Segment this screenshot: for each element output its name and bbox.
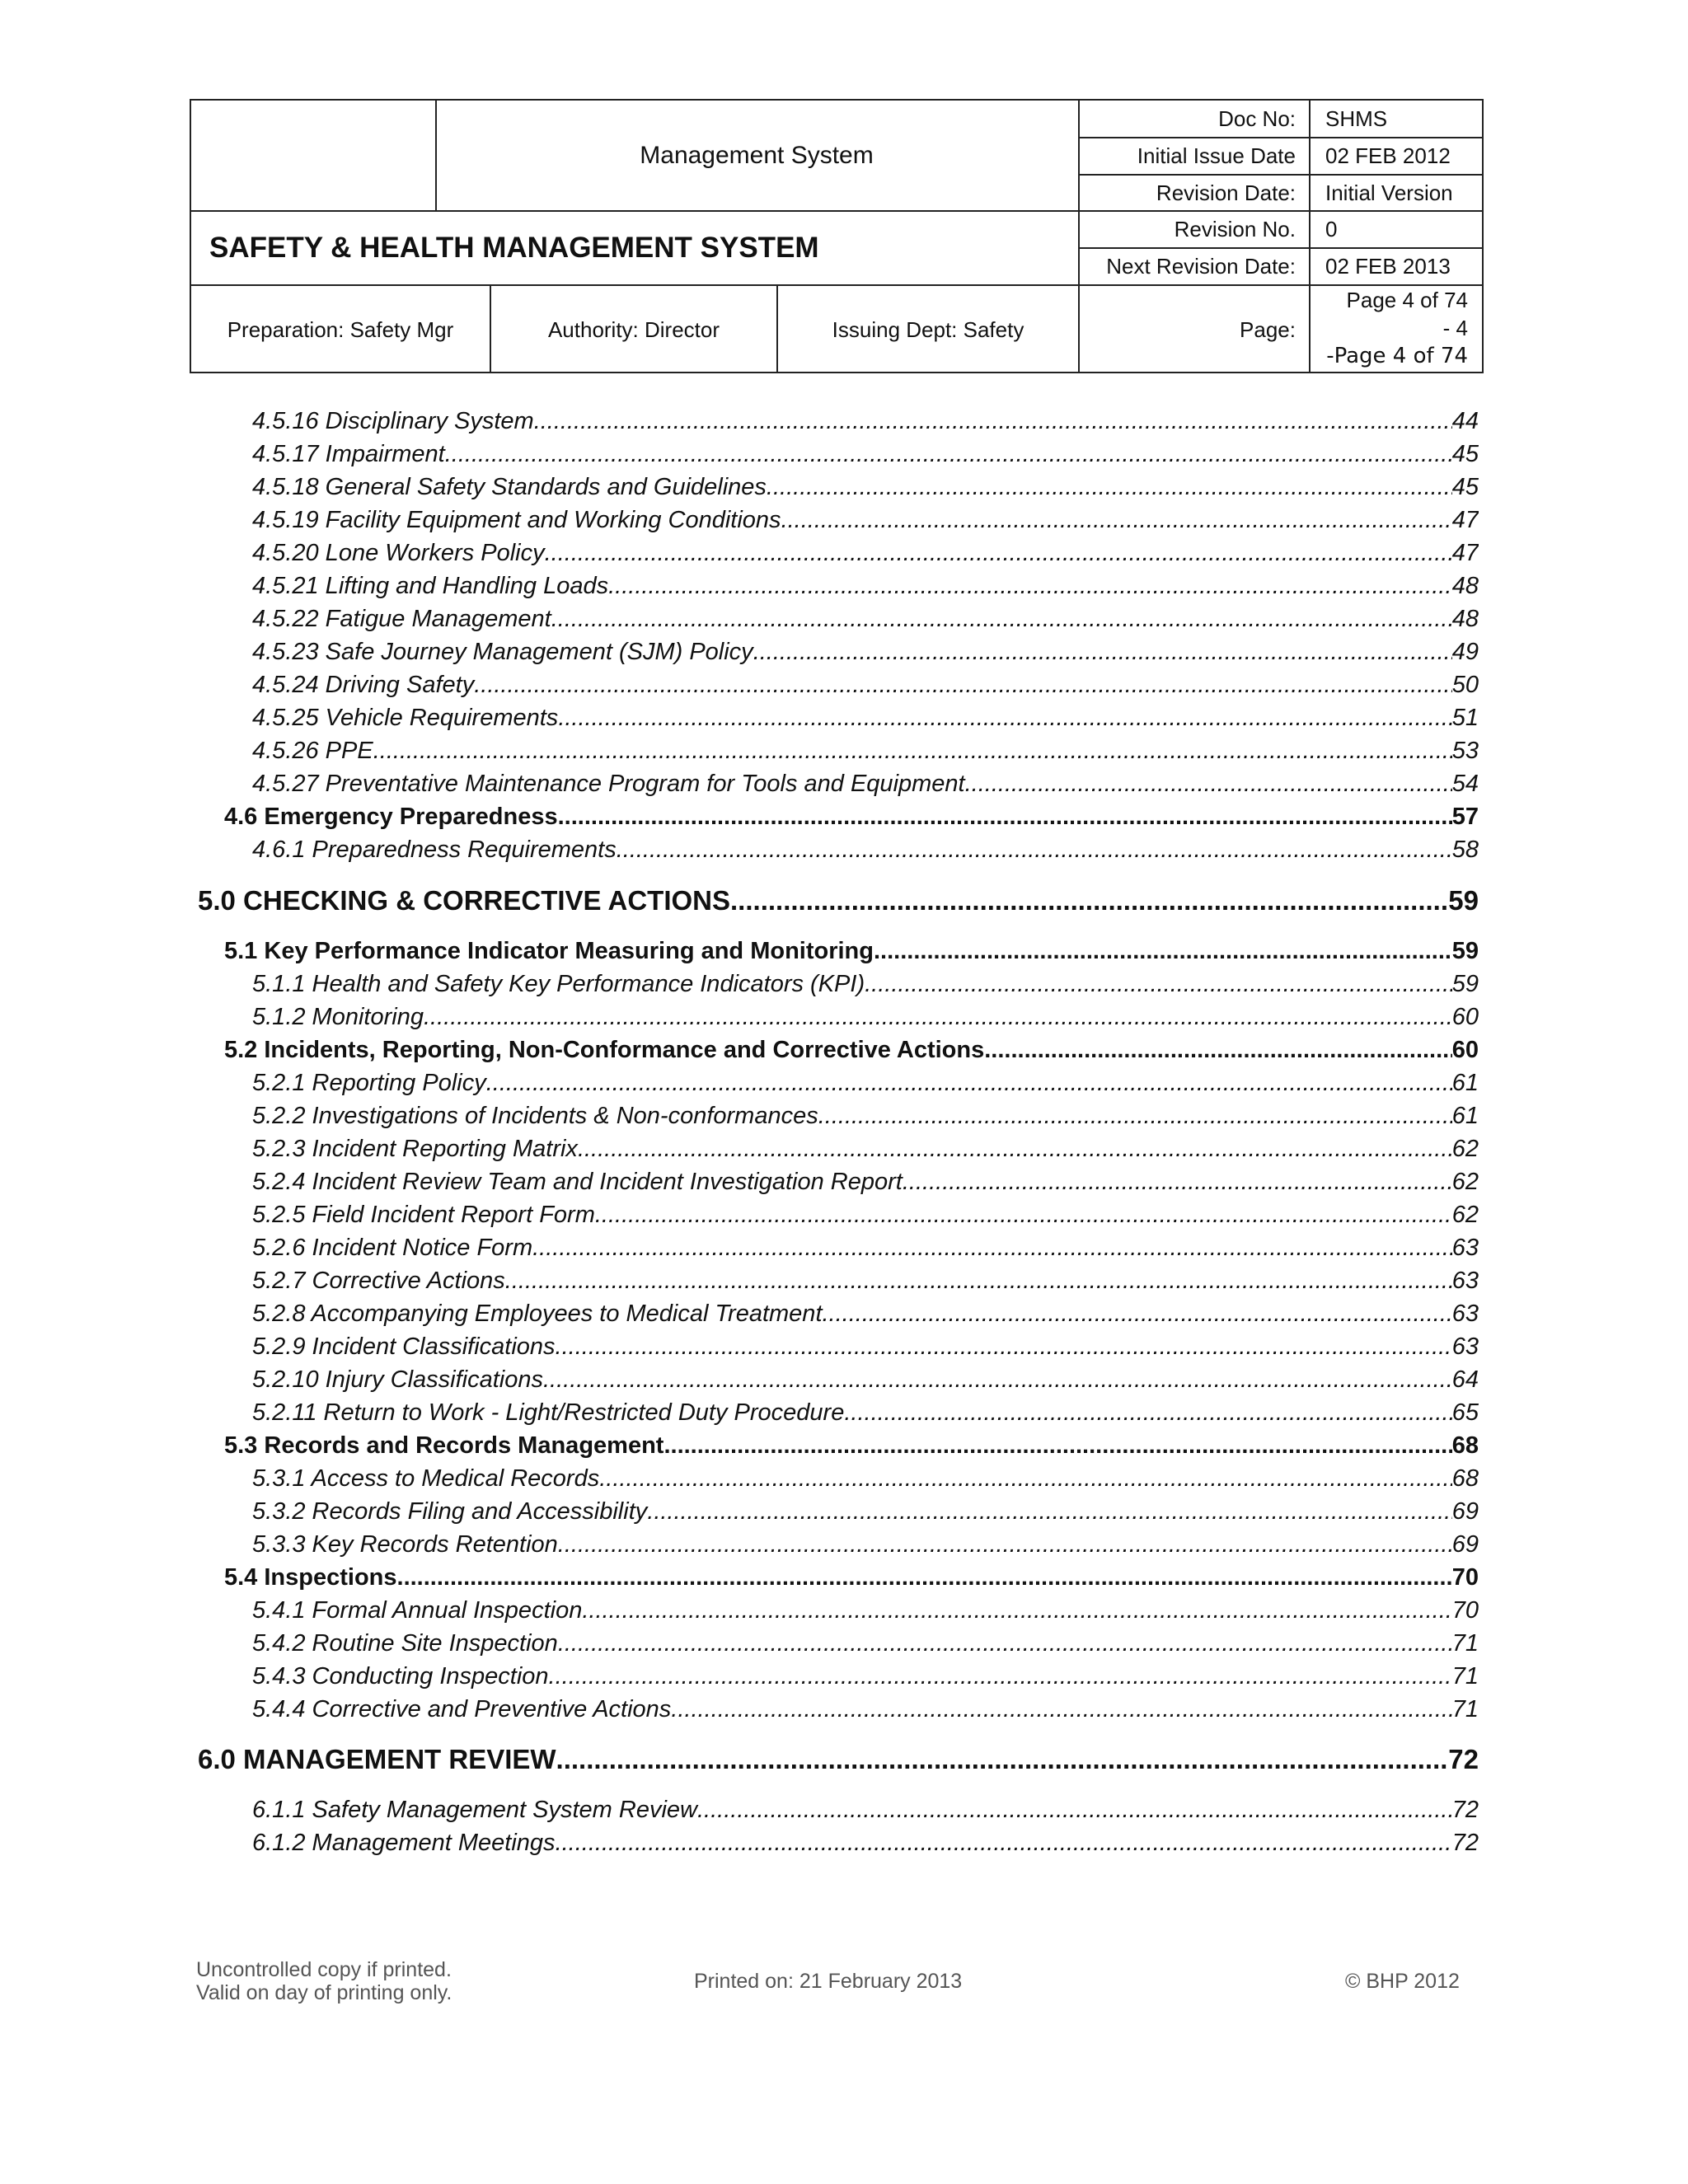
toc-entry[interactable]: 5.3.1 Access to Medical Records ..... 68	[252, 1465, 1479, 1498]
toc-chapter-entry[interactable]: 6.0 MANAGEMENT REVIEW ..... 72	[198, 1744, 1479, 1782]
toc-entry[interactable]: 4.6.1 Preparedness Requirements ..... 58	[252, 837, 1479, 869]
toc-entry[interactable]: 5.4.3 Conducting Inspection ..... 71	[252, 1663, 1479, 1696]
toc-entry[interactable]: 4.5.19 Facility Equipment and Working Conditions ..... 47	[252, 507, 1479, 540]
toc-entry[interactable]: 4.5.27 Preventative Maintenance Program for Tools and Equipment ..... 54	[252, 771, 1479, 804]
toc-entry[interactable]: 4.5.23 Safe Journey Management (SJM) Policy ..... 49	[252, 639, 1479, 672]
toc-entry[interactable]: 5.4.1 Formal Annual Inspection ..... 70	[252, 1597, 1479, 1630]
next-revision-label: Next Revision Date:	[1106, 254, 1296, 279]
uncontrolled-copy-notice	[196, 1958, 452, 2004]
page-field-artifact: - 4	[1442, 316, 1468, 340]
toc-entry[interactable]: 5.2.1 Reporting Policy ..... 61	[252, 1070, 1479, 1103]
toc-entry[interactable]: 5.3.3 Key Records Retention ..... 69	[252, 1531, 1479, 1564]
toc-entry[interactable]: 6.1.1 Safety Management System Review ..... 72	[252, 1797, 1479, 1830]
toc-entry[interactable]: 6.1.2 Management Meetings ..... 72	[252, 1830, 1479, 1863]
toc-section-entry[interactable]: 5.3 Records and Records Management ..... 68	[224, 1432, 1479, 1465]
initial-issue-value: 02 FEB 2012	[1325, 143, 1451, 168]
management-system-label: Management System	[640, 141, 874, 169]
toc-entry[interactable]: 4.5.24 Driving Safety ..... 50	[252, 672, 1479, 705]
toc-chapter-entry[interactable]: 5.0 CHECKING & CORRECTIVE ACTIONS ..... 59	[198, 885, 1479, 923]
preparation-cell: Preparation: Safety Mgr	[227, 316, 454, 342]
doc-no-value: SHMS	[1325, 105, 1388, 131]
toc-entry[interactable]: 5.2.11 Return to Work - Light/Restricted Duty Procedure ..... 65	[252, 1399, 1479, 1432]
page-of-total: Page 4 of 74	[1346, 288, 1468, 312]
copyright-notice: © BHP 2012	[1345, 1970, 1460, 1993]
toc-entry[interactable]: 4.5.17 Impairment ..... 45	[252, 441, 1479, 474]
toc-section-entry[interactable]: 5.2 Incidents, Reporting, Non-Conformance and Corrective Actions ..... 60	[224, 1037, 1479, 1070]
toc-entry[interactable]: 5.2.7 Corrective Actions ..... 63	[252, 1268, 1479, 1301]
toc-entry[interactable]: 5.2.5 Field Incident Report Form ..... 62	[252, 1202, 1479, 1235]
toc-entry[interactable]: 5.2.8 Accompanying Employees to Medical Treatment ..... 63	[252, 1301, 1479, 1333]
toc-entry[interactable]: 4.5.22 Fatigue Management ..... 48	[252, 606, 1479, 639]
toc-section-entry[interactable]: 5.4 Inspections ..... 70	[224, 1564, 1479, 1597]
authority-cell: Authority: Director	[547, 316, 720, 342]
toc-entry[interactable]: 4.5.20 Lone Workers Policy ..... 47	[252, 540, 1479, 573]
uncontrolled-line-1: Uncontrolled copy if printed.	[196, 1958, 452, 1981]
toc-entry[interactable]: 5.4.2 Routine Site Inspection ..... 71	[252, 1630, 1479, 1663]
revision-no-value: 0	[1325, 217, 1338, 241]
issuing-dept-cell: Issuing Dept: Safety	[832, 316, 1025, 342]
toc-entry[interactable]: 4.5.25 Vehicle Requirements ..... 51	[252, 705, 1479, 738]
toc-entry[interactable]: 4.5.21 Lifting and Handling Loads ..... 48	[252, 573, 1479, 606]
page-field-result: -Page 4 of 74	[1326, 344, 1468, 368]
toc-entry[interactable]: 5.2.10 Injury Classifications ..... 64	[252, 1366, 1479, 1399]
uncontrolled-line-2: Valid on day of printing only.	[196, 1981, 452, 2004]
toc-entry[interactable]: 4.5.16 Disciplinary System ..... 44	[252, 408, 1479, 441]
toc-entry[interactable]: 5.2.9 Incident Classifications ..... 63	[252, 1333, 1479, 1366]
toc-entry[interactable]: 5.3.2 Records Filing and Accessibility ..... 69	[252, 1498, 1479, 1531]
toc-section-entry[interactable]: 4.6 Emergency Preparedness ..... 57	[224, 804, 1479, 837]
revision-date-label: Revision Date:	[1156, 180, 1296, 205]
toc-entry[interactable]: 5.4.4 Corrective and Preventive Actions ..... 71	[252, 1696, 1479, 1729]
printed-on-date: Printed on: 21 February 2013	[694, 1970, 963, 1993]
next-revision-value: 02 FEB 2013	[1325, 254, 1451, 279]
toc-entry[interactable]: 5.2.2 Investigations of Incidents & Non-conformances ..... 61	[252, 1103, 1479, 1136]
page-label: Page:	[1240, 316, 1296, 342]
toc-entry[interactable]: 5.2.3 Incident Reporting Matrix ..... 62	[252, 1136, 1479, 1169]
doc-no-label: Doc No:	[1218, 105, 1296, 131]
toc-entry[interactable]: 5.2.6 Incident Notice Form ..... 63	[252, 1235, 1479, 1268]
toc-entry[interactable]: 4.5.26 PPE ..... 53	[252, 738, 1479, 771]
toc-entry[interactable]: 4.5.18 General Safety Standards and Guidelines ..... 45	[252, 474, 1479, 507]
toc-entry[interactable]: 5.2.4 Incident Review Team and Incident Investigation Report ..... 62	[252, 1169, 1479, 1202]
initial-issue-label: Initial Issue Date	[1137, 143, 1296, 168]
toc-entry[interactable]: 5.1.1 Health and Safety Key Performance Indicators (KPI) ..... 59	[252, 971, 1479, 1004]
toc-section-entry[interactable]: 5.1 Key Performance Indicator Measuring and Monitoring ..... 59	[224, 938, 1479, 971]
revision-no-label: Revision No.	[1174, 217, 1296, 241]
document-title: SAFETY & HEALTH MANAGEMENT SYSTEM	[209, 232, 819, 264]
revision-date-value: Initial Version	[1325, 180, 1453, 205]
toc-entry[interactable]: 5.1.2 Monitoring ..... 60	[252, 1004, 1479, 1037]
